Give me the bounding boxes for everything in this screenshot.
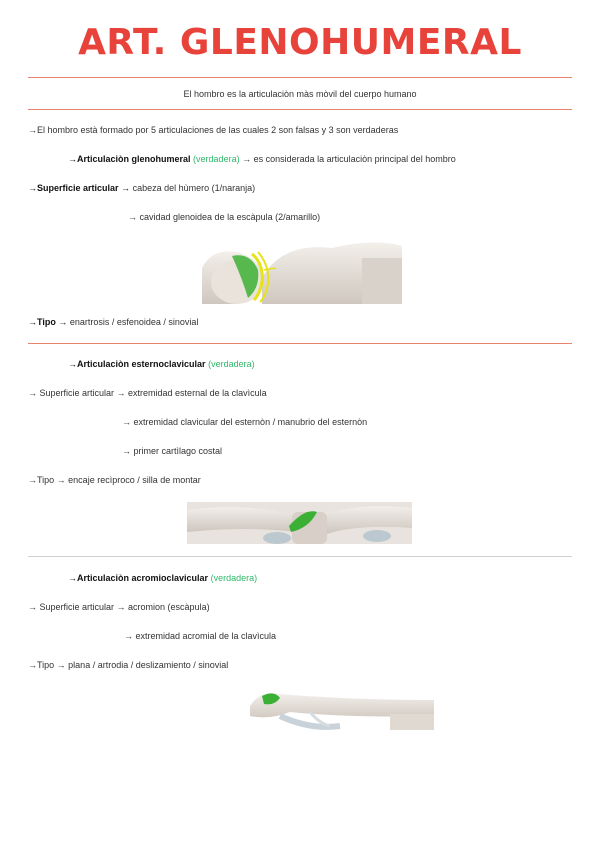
glenohumeral-description: → es considerada la articulaciòn principal del hombro xyxy=(242,154,456,164)
subtitle: El hombro es la articulaciòn màs mòvil del cuerpo humano xyxy=(183,89,417,99)
esternoclavicular-tag: (verdadera) xyxy=(208,359,255,369)
acromioclavicular-surface-1: → Superficie articular → acromion (escàpula) xyxy=(28,602,210,612)
acromioclavicular-heading-line xyxy=(68,573,257,583)
glenohumeral-joint-image xyxy=(202,238,402,304)
esternoclavicular-surface-1: → Superficie articular → extremidad esternal de la clavìcula xyxy=(28,388,267,398)
acromioclavicular-tag: (verdadera) xyxy=(210,573,258,583)
acromioclavicular-joint-image xyxy=(240,686,434,730)
acromioclavicular-surface-2: → extremidad acromial de la clavìcula xyxy=(124,631,277,641)
divider xyxy=(28,343,572,344)
glenohumeral-surface-line xyxy=(28,183,255,193)
esternoclavicular-tipo: →Tipo → encaje recìproco / silla de montar xyxy=(28,475,201,485)
glenohumeral-tipo: enartrosis / esfenoidea / sinovial xyxy=(69,317,199,327)
glenohumeral-surface-1: cabeza del hùmero (1/naranja) xyxy=(132,183,256,193)
divider xyxy=(28,77,572,78)
surface-label: →Superficie articular → xyxy=(28,183,131,193)
esternoclavicular-joint-image xyxy=(187,502,412,544)
intro-text: →El hombro està formado por 5 articulaciones de las cuales 2 son falsas y 3 son verdaderas xyxy=(28,125,399,135)
esternoclavicular-surface-2: → extremidad clavicular del esternòn / manubrio del esternòn xyxy=(122,417,368,427)
tipo-label: →Tipo → xyxy=(28,317,68,327)
acromioclavicular-heading: →Articulaciòn acromioclavicular xyxy=(68,573,209,583)
glenohumeral-tipo-line xyxy=(28,317,198,327)
glenohumeral-heading: →Articulaciòn glenohumeral xyxy=(68,154,191,164)
esternoclavicular-heading: →Articulaciòn esternoclavicular xyxy=(68,359,206,369)
glenohumeral-heading-line xyxy=(68,154,456,164)
divider xyxy=(28,556,572,557)
glenohumeral-tag: (verdadera) xyxy=(193,154,240,164)
page-title: ART. GLENOHUMERAL xyxy=(78,22,522,63)
divider xyxy=(28,109,572,110)
esternoclavicular-surface-3: → primer cartìlago costal xyxy=(122,446,223,456)
glenohumeral-surface-2: → cavidad glenoidea de la escàpula (2/amarillo) xyxy=(128,212,321,222)
acromioclavicular-tipo: →Tipo → plana / artrodia / deslizamiento / sinovial xyxy=(28,660,229,670)
esternoclavicular-heading-line xyxy=(68,359,255,369)
